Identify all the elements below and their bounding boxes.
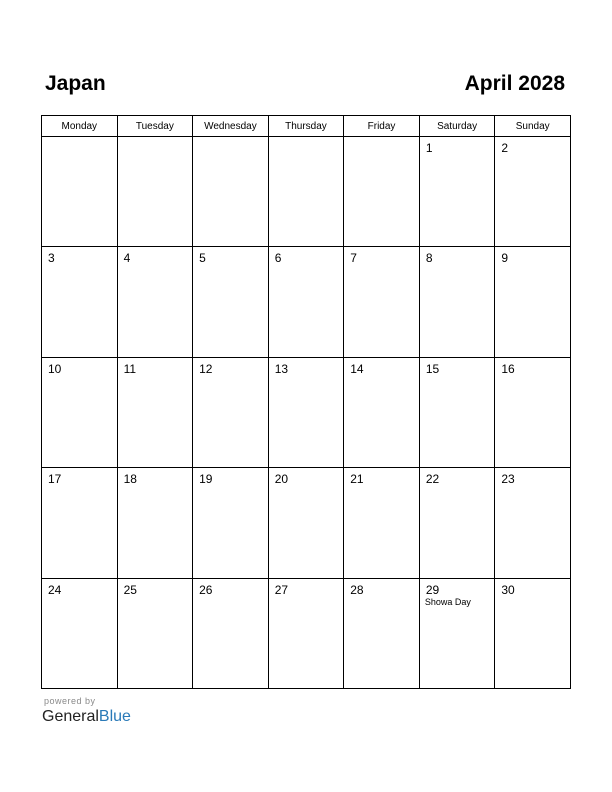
weekday-header-thursday: Thursday bbox=[268, 116, 344, 137]
month-year-title: April 2028 bbox=[464, 72, 565, 95]
holiday-label: Showa Day bbox=[424, 596, 471, 607]
day-number: 10 bbox=[48, 361, 62, 376]
weekday-header-friday: Friday bbox=[344, 116, 420, 137]
day-cell bbox=[419, 137, 495, 247]
day-number bbox=[193, 137, 268, 141]
day-number: 11 bbox=[123, 361, 137, 376]
day-number: 3 bbox=[48, 251, 55, 266]
day-number: 30 bbox=[501, 582, 515, 597]
day-cell bbox=[419, 468, 495, 578]
day-cell bbox=[419, 357, 495, 467]
day-number: 14 bbox=[350, 361, 364, 376]
day-cell bbox=[268, 137, 344, 247]
day-cell bbox=[344, 247, 420, 357]
footer-branding bbox=[42, 696, 131, 727]
day-cell bbox=[344, 137, 420, 247]
day-cell bbox=[344, 578, 420, 688]
day-number: 16 bbox=[501, 361, 515, 376]
day-cell bbox=[495, 468, 571, 578]
day-number: 21 bbox=[350, 472, 364, 487]
day-number: 25 bbox=[123, 582, 137, 597]
day-number: 22 bbox=[425, 472, 440, 487]
day-number: 15 bbox=[425, 361, 440, 376]
week-row bbox=[42, 247, 571, 357]
day-number: 12 bbox=[199, 361, 213, 376]
day-number: 4 bbox=[123, 251, 131, 266]
day-cell bbox=[117, 468, 193, 578]
day-number: 17 bbox=[48, 472, 62, 487]
day-number bbox=[344, 137, 419, 141]
day-cell bbox=[495, 247, 571, 357]
day-number: 18 bbox=[123, 472, 137, 487]
day-number: 27 bbox=[274, 582, 289, 597]
day-number: 7 bbox=[350, 251, 357, 266]
day-cell bbox=[117, 137, 193, 247]
brand-name-blue: Blue bbox=[98, 708, 131, 725]
brand-name-general: General bbox=[42, 708, 99, 725]
weekday-header-tuesday: Tuesday bbox=[117, 116, 193, 137]
day-cell bbox=[419, 247, 495, 357]
day-cell bbox=[42, 247, 118, 357]
weekday-header-sunday: Sunday bbox=[495, 116, 571, 137]
day-cell bbox=[495, 137, 571, 247]
day-cell bbox=[344, 468, 420, 578]
day-cell bbox=[495, 357, 571, 467]
day-cell bbox=[117, 357, 193, 467]
day-cell bbox=[42, 137, 118, 247]
weekday-header-saturday: Saturday bbox=[419, 116, 495, 137]
brand-logo[interactable] bbox=[42, 707, 131, 727]
day-number: 6 bbox=[274, 251, 282, 266]
week-row bbox=[42, 468, 571, 578]
day-number: 5 bbox=[199, 251, 206, 266]
day-number bbox=[42, 137, 117, 141]
day-cell bbox=[193, 357, 269, 467]
day-number: 2 bbox=[501, 141, 509, 155]
day-cell bbox=[42, 578, 118, 688]
weekday-header-wednesday: Wednesday bbox=[193, 116, 269, 137]
day-number: 28 bbox=[350, 582, 364, 597]
day-cell bbox=[42, 468, 118, 578]
country-title: Japan bbox=[45, 72, 106, 95]
day-cell bbox=[117, 247, 193, 357]
week-row bbox=[42, 357, 571, 467]
day-cell bbox=[419, 578, 495, 688]
day-number: 23 bbox=[501, 472, 515, 487]
day-cell bbox=[268, 468, 344, 578]
day-number: 26 bbox=[199, 582, 213, 597]
day-number: 8 bbox=[425, 251, 433, 266]
calendar-grid bbox=[41, 115, 571, 689]
day-cell bbox=[344, 357, 420, 467]
day-cell bbox=[268, 357, 344, 467]
week-row bbox=[42, 578, 571, 688]
day-number: 24 bbox=[48, 582, 62, 597]
day-cell bbox=[193, 578, 269, 688]
day-number bbox=[118, 137, 193, 141]
week-row bbox=[42, 137, 571, 247]
day-number: 29 bbox=[425, 582, 440, 597]
day-cell bbox=[193, 137, 269, 247]
day-cell bbox=[193, 468, 269, 578]
day-cell bbox=[268, 578, 344, 688]
weekday-header-row bbox=[42, 116, 571, 137]
day-number bbox=[269, 137, 344, 141]
day-number: 20 bbox=[274, 472, 289, 487]
day-cell bbox=[193, 247, 269, 357]
day-cell bbox=[117, 578, 193, 688]
day-number: 1 bbox=[425, 141, 433, 155]
powered-by-label: powered by bbox=[44, 696, 96, 706]
day-cell bbox=[42, 357, 118, 467]
weekday-header-monday: Monday bbox=[42, 116, 118, 137]
day-cell bbox=[495, 578, 571, 688]
day-cell bbox=[268, 247, 344, 357]
day-number: 19 bbox=[199, 472, 213, 487]
day-number: 13 bbox=[274, 361, 289, 376]
day-number: 9 bbox=[501, 251, 509, 266]
